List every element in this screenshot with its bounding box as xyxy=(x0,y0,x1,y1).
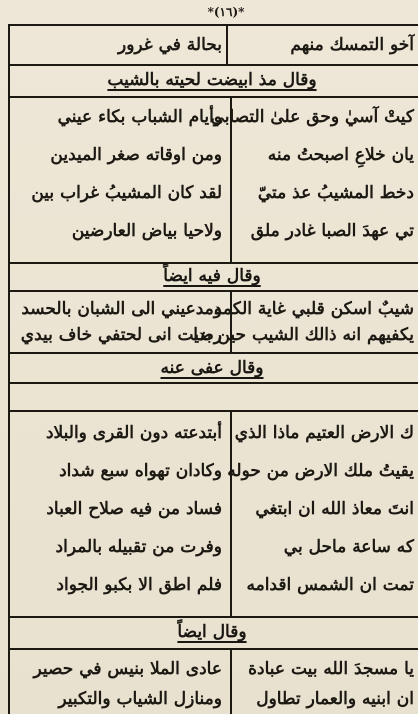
verse-left: لقد كان المشيبُ غراب بين xyxy=(31,183,222,203)
verse-right: دخط المشيبُ عذ متيّ xyxy=(257,183,414,203)
rule xyxy=(8,96,418,98)
verse-right: كه ساعة ماحل بي xyxy=(283,537,414,557)
verse-left: ولاحيا بياض العارضين xyxy=(71,221,222,241)
verse-left: فساد من فيه صلاح العباد xyxy=(46,499,222,519)
rule xyxy=(8,64,418,66)
section-heading: وقال عفى عنه xyxy=(160,358,264,378)
verse-right: تمت ان الشمس اقدامه xyxy=(246,575,414,595)
verse-right: آخو التمسك منهم xyxy=(290,35,414,55)
verse-left: رضيت انى لحتفي خاف بيدي xyxy=(20,325,222,345)
rule xyxy=(8,648,418,650)
top-row-divider xyxy=(226,24,228,64)
section-heading: وقال ايضاً xyxy=(177,622,247,642)
page-number: *(١٦)* xyxy=(207,5,245,19)
rule xyxy=(8,410,418,412)
verse-right: يكفيهم انه ذالك الشيب حين بدا xyxy=(193,325,414,345)
section-heading: وقال مذ ابيضت لحيته بالشيب xyxy=(107,70,317,90)
rule xyxy=(8,382,418,384)
verse-right: يا مسجدَ الله بيت عبادة xyxy=(248,659,414,679)
verse-left: أبتدعته دون القرى والبلاد xyxy=(45,423,222,443)
column-divider xyxy=(230,648,232,714)
verse-left: وفرت من تقبيله بالمراد xyxy=(55,537,222,557)
verse-left: ومنازل الشياب والتكبير xyxy=(58,689,222,709)
verse-right: تي عهدَ الصبا غادر ملق xyxy=(250,221,414,241)
verse-left: وكادان تهواه سبع شداد xyxy=(59,461,222,481)
section-heading: وقال فيه ايضاً xyxy=(163,266,261,286)
rule xyxy=(8,290,418,292)
verse-left: وأيام الشباب بكاء عيني xyxy=(57,107,222,127)
verse-left: فلم اطق الا بكبو الجواد xyxy=(56,575,222,595)
column-divider xyxy=(230,410,232,616)
verse-right: يقيتُ ملك الارض من حوله xyxy=(227,461,414,481)
verse-right: يان خلاعِ اصبحتُ منه xyxy=(267,145,414,165)
rule xyxy=(8,352,418,354)
verse-left: بحالة في غرور xyxy=(117,35,222,55)
verse-right: كيتْ آسيٰ وحق علىٰ التصابي xyxy=(210,107,414,127)
verse-right: ان ابنيه والعمار تطاول xyxy=(256,689,414,709)
top-rule xyxy=(8,24,418,26)
verse-right: انتَ معاذ الله ان ابتغي xyxy=(255,499,414,519)
verse-left: عادى الملا بنيس في حصير xyxy=(33,659,222,679)
verse-left: ومن اوقاته صغر الميدين xyxy=(50,145,222,165)
rule xyxy=(8,616,418,618)
verse-left: ومدعيني الى الشبان بالحسد xyxy=(21,299,222,319)
verse-right: ك الارض العتيم ماذا الذي xyxy=(234,423,414,443)
verse-right: شيبٌ اسكن قلبي غاية الكمد xyxy=(213,299,414,319)
